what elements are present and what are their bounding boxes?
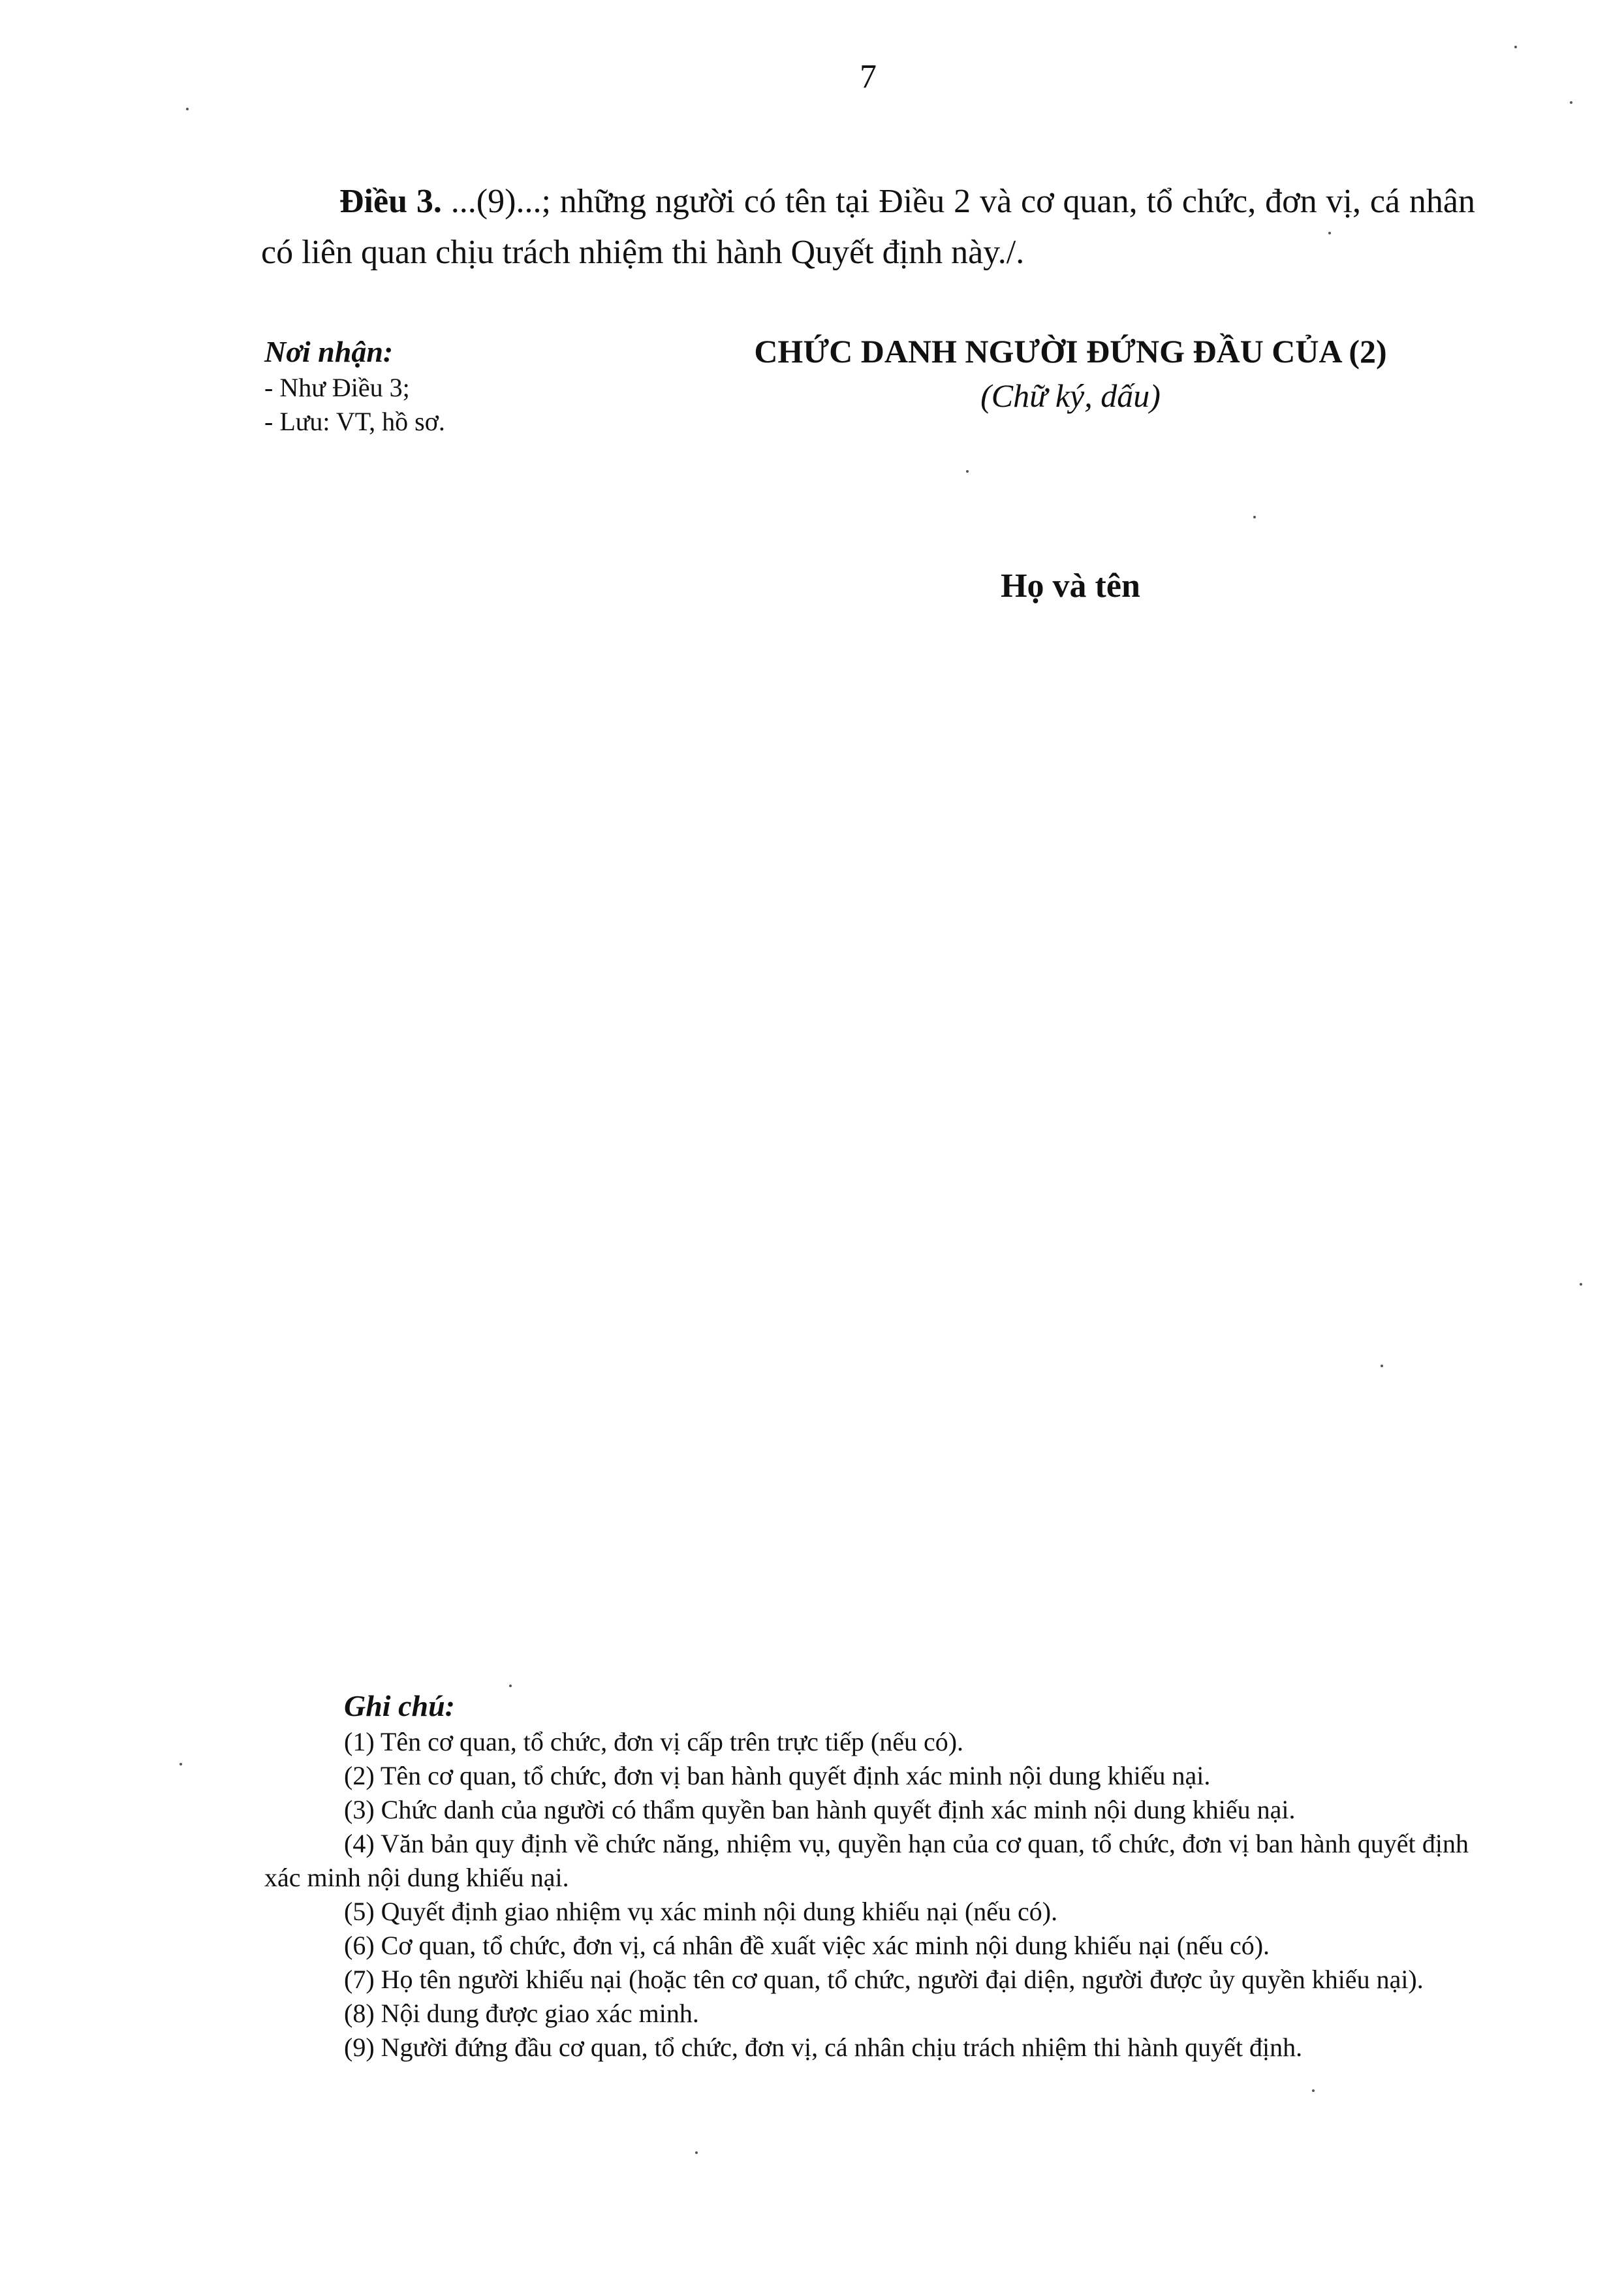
article-3-heading: Điều 3. <box>339 183 442 220</box>
scan-speck <box>966 470 969 473</box>
note-item: (2) Tên cơ quan, tổ chức, đơn vị ban hành quyết định xác minh nội dung khiếu nại. <box>344 1761 1211 1790</box>
notes-list <box>264 1725 1469 2065</box>
page-number: 7 <box>860 58 877 95</box>
recipients-list <box>264 371 656 439</box>
note-item: (6) Cơ quan, tổ chức, đơn vị, cá nhân đề xuất việc xác minh nội dung khiếu nại (nếu có). <box>344 1931 1270 1960</box>
article-3-text: ...(9)...; những người có tên tại Điều 2 và cơ quan, tổ chức, đơn vị, cá nhân có liên quan chịu trách nhiệm thi hành Quyết định này./. <box>261 183 1475 271</box>
scan-speck <box>1253 516 1256 518</box>
scan-speck <box>186 108 189 110</box>
signatory-title: CHỨC DANH NGƯỜI ĐỨNG ĐẦU CỦA (2) <box>754 333 1387 370</box>
scan-speck <box>1381 1365 1383 1367</box>
scan-speck <box>180 1763 182 1765</box>
note-item: (3) Chức danh của người có thẩm quyền ban hành quyết định xác minh nội dung khiếu nại. <box>344 1795 1296 1824</box>
note-item: (1) Tên cơ quan, tổ chức, đơn vị cấp trên trực tiếp (nếu có). <box>344 1727 964 1756</box>
scan-speck <box>1580 1283 1582 1286</box>
article-3 <box>261 176 1475 278</box>
scan-speck <box>1312 2089 1315 2092</box>
note-item: (8) Nội dung được giao xác minh. <box>344 1999 699 2028</box>
scan-speck <box>509 1685 512 1687</box>
signature-block <box>679 329 1462 609</box>
article-3-paragraph <box>261 176 1475 278</box>
scan-speck <box>1514 46 1517 48</box>
recipients-heading: Nơi nhận: <box>264 335 394 368</box>
notes-heading: Ghi chú: <box>344 1689 455 1722</box>
signatory-name: Họ và tên <box>1001 567 1140 605</box>
recipients-block <box>264 333 656 439</box>
scan-speck <box>1328 232 1331 234</box>
signature-hint: (Chữ ký, dấu) <box>980 377 1161 414</box>
note-item: (7) Họ tên người khiếu nại (hoặc tên cơ quan, tổ chức, người đại diện, người được ủy quyền khiếu nại). <box>344 1965 1424 1994</box>
note-item: (4) Văn bản quy định về chức năng, nhiệm vụ, quyền hạn của cơ quan, tổ chức, đơn vị ban hành quyết định xác minh nội dung khiếu nại. <box>264 1829 1469 1892</box>
recipient-item: - Như Điều 3; <box>264 373 410 402</box>
note-item: (9) Người đứng đầu cơ quan, tổ chức, đơn vị, cá nhân chịu trách nhiệm thi hành quyết định. <box>344 2033 1303 2062</box>
scan-speck <box>695 2151 698 2154</box>
recipient-item: - Lưu: VT, hồ sơ. <box>264 407 445 436</box>
scan-speck <box>1570 101 1572 104</box>
note-item: (5) Quyết định giao nhiệm vụ xác minh nội dung khiếu nại (nếu có). <box>344 1897 1058 1926</box>
notes-block <box>264 1687 1469 2065</box>
